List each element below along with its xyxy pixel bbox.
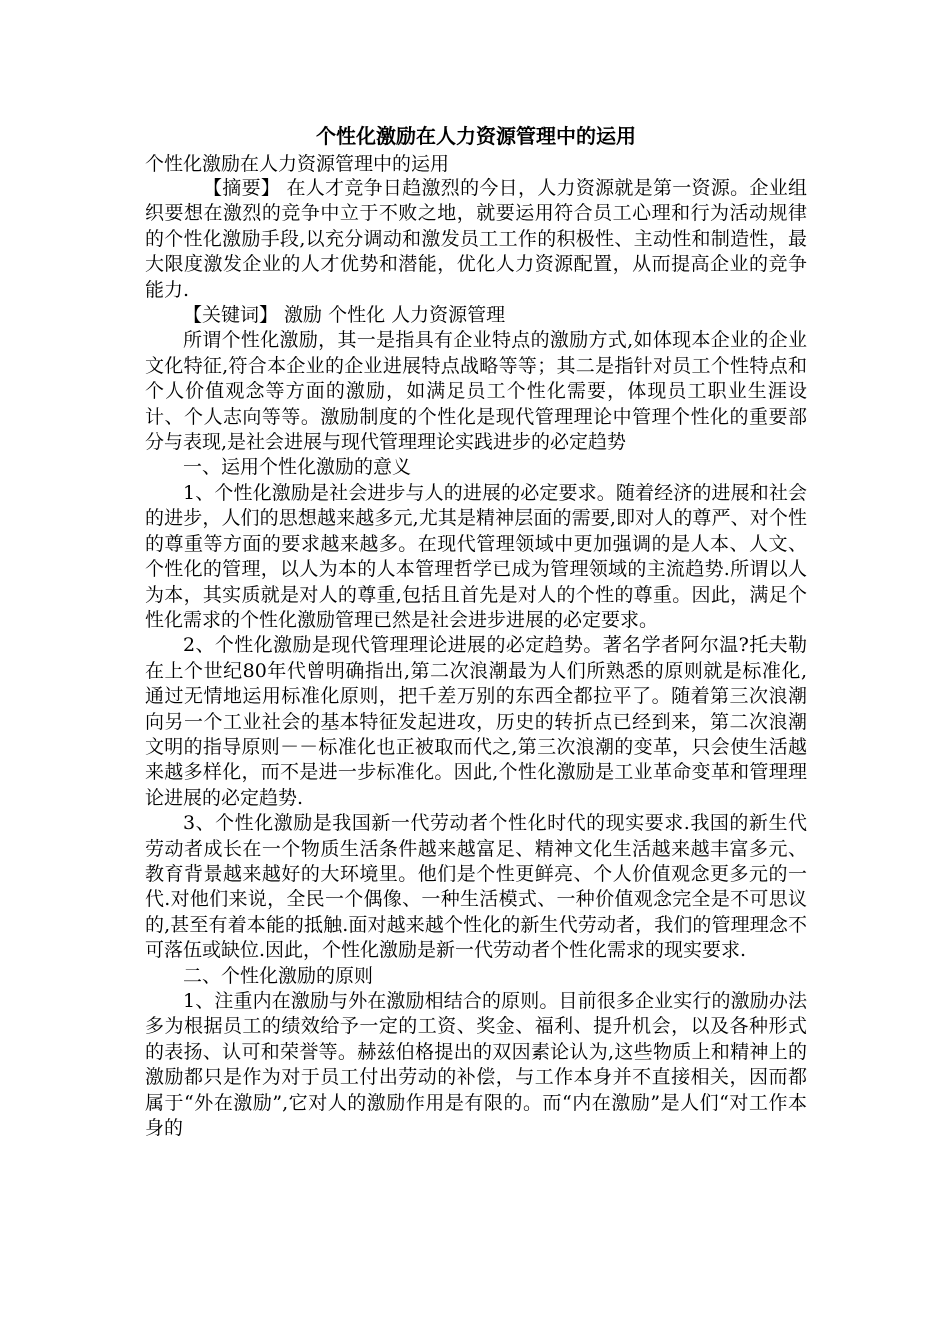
paragraph-1-1: 1、个性化激励是社会进步与人的进展的必定要求。随着经济的进展和社会的进步，人们的思想越来越多元,尤其是精神层面的需要,即对人的尊严、对个性的尊重等方面的要求越来越多。在现代管理领域中更加强调的是人本、人文、个性化的管理，以人为本的人本管理哲学已成为管理领域的主流趋势.所谓以人为本，其实质就是对人的尊重,包括且首先是对人的个性的尊重。因此，满足个性化需求的个性化激励管理已然是社会进步进展的必定要求。: [145, 481, 807, 631]
section-heading-2: 二、个性化激励的原则: [183, 964, 374, 987]
paragraph-2-1: 1、注重内在激励与外在激励相结合的原则。目前很多企业实行的激励办法多为根据员工的绩效给予一定的工资、奖金、福利、提升机会，以及各种形式的表扬、认可和荣誉等。赫兹伯格提出的双因素论认为,这些物质上和精神上的激励都只是作为对于员工付出劳动的补偿，与工作本身并不直接相关，因而都属于“外在激励”,它对人的激励作用是有限的。而“内在激励”是人们“对工作本身的: [145, 990, 807, 1140]
document-subtitle: 个性化激励在人力资源管理中的运用: [145, 153, 450, 175]
section-heading-1: 一、运用个性化激励的意义: [183, 456, 412, 479]
paragraph-1-2: 2、个性化激励是现代管理理论进展的必定趋势。著名学者阿尔温?托夫勒在上个世纪80年代曾明确指出,第二次浪潮最为人们所熟悉的原则就是标准化,通过无情地运用标准化原则，把千差万别的东西全都拉平了。随着第三次浪潮向另一个工业社会的基本特征发起进攻，历史的转折点已经到来，第二次浪潮文明的指导原则－－标准化也正被取而代之,第三次浪潮的变革，只会使生活越来越多样化，而不是进一步标准化。因此,个性化激励是工业革命变革和管理理论进展的必定趋势.: [145, 634, 807, 809]
document-title: 个性化激励在人力资源管理中的运用: [316, 124, 636, 148]
paragraph-1-3: 3、个性化激励是我国新一代劳动者个性化时代的现实要求.我国的新生代劳动者成长在一个物质生活条件越来越富足、精神文化生活越来越丰富多元、教育背景越来越好的大环境里。他们是个性更鲜亮、个人价值观念更多元的一代.对他们来说，全民一个偶像、一种生活模式、一种价值观念完全是不可思议的,甚至有着本能的抵触.面对越来越个性化的新生代劳动者，我们的管理理念不可落伍或缺位.因此，个性化激励是新一代劳动者个性化需求的现实要求.: [145, 812, 807, 962]
keywords-line: 【关键词】 激励 个性化 人力资源管理: [183, 304, 506, 327]
document-page: [145, 120, 807, 1141]
abstract-paragraph: 【摘要】 在人才竞争日趋激烈的今日，人力资源就是第一资源。企业组织要想在激烈的竞争中立于不败之地，就要运用符合员工心理和行为活动规律的个性化激励手段,以充分调动和激发员工工作的积极性、主动性和制造性，最大限度激发企业的人才优势和潜能，优化人力资源配置，从而提高企业的竞争能力.: [145, 177, 807, 301]
intro-paragraph: 所谓个性化激励，其一是指具有企业特点的激励方式,如体现本企业的企业文化特征,符合本企业的企业进展特点战略等等；其二是指针对员工个性特点和个人价值观念等方面的激励，如满足员工个性化需要，体现员工职业生涯设计、个人志向等等。激励制度的个性化是现代管理理论中管理个性化的重要部分与表现,是社会进展与现代管理理论实践进步的必定趋势: [145, 329, 807, 454]
